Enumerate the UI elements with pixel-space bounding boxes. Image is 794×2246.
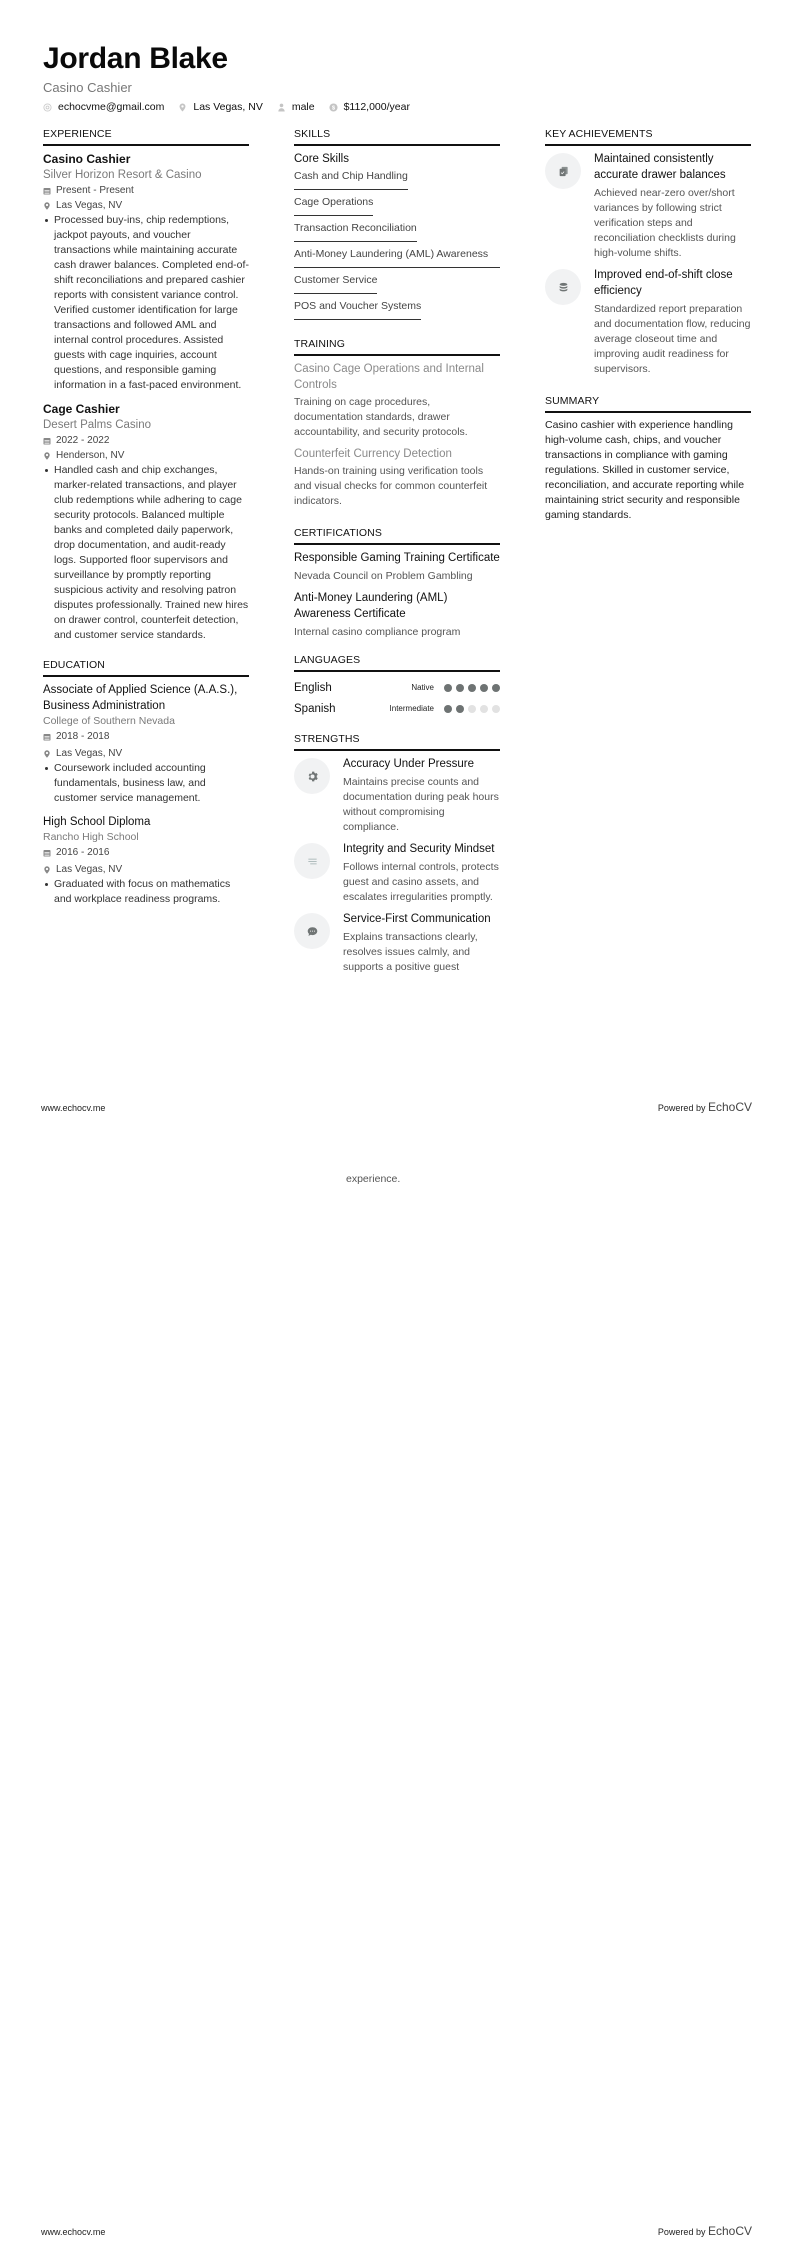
- map-pin-icon: [43, 452, 51, 460]
- candidate-name: Jordan Blake: [43, 42, 228, 75]
- page-footer: [41, 1100, 752, 1114]
- filled-dot-icon: [480, 684, 488, 692]
- degree-title: High School Diploma: [43, 816, 151, 828]
- section-heading: TRAINING: [294, 338, 500, 356]
- skill-item: POS and Voucher Systems: [294, 299, 421, 320]
- job-title: Cage Cashier: [43, 402, 120, 416]
- filled-dot-icon: [456, 705, 464, 713]
- job-bullet: Handled cash and chip exchanges, marker-related transactions, and player club redemptions while adhering to cage security protocols. Balanced multiple banks and completed daily paperwork, drop documentation, and audit-ready logs. Supported floor supervisors and surveillance by promptly reporting suspicious activity and resolving patron disputes professionally. Trained new hires on drawer control, counterfeit detection, and customer service standards.: [43, 463, 249, 643]
- achievement-description: Standardized report preparation and documentation flow, reducing average closeout time and improving audit readiness for supervisors.: [594, 303, 751, 375]
- section-heading: CERTIFICATIONS: [294, 527, 500, 545]
- map-pin-icon: [43, 866, 51, 874]
- candidate-title: Casino Cashier: [43, 80, 132, 95]
- middle-column: [294, 128, 500, 991]
- strength-item: [294, 841, 500, 905]
- language-level: Native: [411, 683, 434, 692]
- achievement-description: Achieved near-zero over/short variances by following strict verification steps and reconciliation checklists during high-volume shifts.: [594, 187, 736, 259]
- proficiency-dots: [440, 684, 500, 692]
- summary-section: [545, 395, 751, 523]
- education-dates: 2018 - 2018: [43, 729, 249, 744]
- empty-dot-icon: [492, 705, 500, 713]
- right-column: [545, 128, 751, 539]
- job-company: Silver Horizon Resort & Casino: [43, 169, 202, 181]
- job-company: Desert Palms Casino: [43, 419, 152, 431]
- filled-dot-icon: [492, 684, 500, 692]
- strength-description: Follows internal controls, protects guest and casino assets, and escalates irregularities promptly.: [343, 861, 499, 903]
- database-icon: [545, 269, 581, 305]
- education-bullets: [43, 877, 249, 907]
- job-location: Henderson, NV: [43, 448, 249, 463]
- calendar-icon: [43, 437, 51, 445]
- training-title: Counterfeit Currency Detection: [294, 448, 452, 460]
- section-heading: EDUCATION: [43, 659, 249, 677]
- footer-website-link[interactable]: www.echocv.me: [41, 1103, 106, 1113]
- section-heading: STRENGTHS: [294, 733, 500, 751]
- job-dates: Present - Present: [43, 183, 249, 198]
- filled-dot-icon: [468, 684, 476, 692]
- language-name: English: [294, 681, 332, 694]
- clipboard-check-icon: [545, 153, 581, 189]
- job-bullets: [43, 463, 249, 643]
- proficiency-dots: [440, 705, 500, 713]
- skill-group-title: Core Skills: [294, 153, 349, 165]
- contact-salary: $ $112,000/year: [329, 101, 410, 113]
- certification-title: Anti-Money Laundering (AML) Awareness Certificate: [294, 592, 448, 620]
- person-icon: [277, 103, 286, 112]
- strengths-section: [294, 733, 500, 975]
- contact-row: [43, 101, 424, 113]
- certification-issuer: Nevada Council on Problem Gambling: [294, 570, 473, 582]
- empty-dot-icon: [480, 705, 488, 713]
- education-bullet: Coursework included accounting fundamentals, business law, and customer service management.: [43, 761, 249, 806]
- experience-section: [43, 128, 249, 643]
- resume-page-2: [0, 1123, 794, 2246]
- job-entry: [43, 151, 249, 393]
- language-name: Spanish: [294, 702, 336, 715]
- education-bullet: Graduated with focus on mathematics and workplace readiness programs.: [43, 877, 249, 907]
- skill-item: Customer Service: [294, 273, 377, 294]
- contact-location: Las Vegas, NV: [178, 101, 262, 113]
- left-column: [43, 128, 249, 923]
- skill-item: Cash and Chip Handling: [294, 169, 408, 190]
- filled-dot-icon: [444, 705, 452, 713]
- training-title: Casino Cage Operations and Internal Controls: [294, 363, 484, 391]
- education-location: Las Vegas, NV: [43, 862, 249, 877]
- achievements-section: [545, 128, 751, 377]
- footer-branding: Powered by EchoCV: [657, 2224, 752, 2238]
- education-section: [43, 659, 249, 907]
- section-heading: LANGUAGES: [294, 654, 500, 672]
- section-heading: SKILLS: [294, 128, 500, 146]
- achievement-item: [545, 151, 751, 261]
- achievement-item: [545, 267, 751, 377]
- strength-description-overflow: experience.: [346, 1173, 401, 1185]
- section-heading: SUMMARY: [545, 395, 751, 413]
- training-description: Training on cage procedures, documentation standards, drawer accountability, and security protocols.: [294, 396, 468, 438]
- strength-item: [294, 756, 500, 835]
- languages-section: [294, 654, 500, 719]
- training-section: [294, 338, 500, 509]
- calendar-icon: [43, 849, 51, 857]
- job-dates: 2022 - 2022: [43, 433, 249, 448]
- education-entry: [43, 682, 249, 806]
- lines-icon: [294, 843, 330, 879]
- achievement-title: Maintained consistently accurate drawer balances: [594, 153, 726, 181]
- language-row: [294, 698, 500, 719]
- calendar-icon: [43, 187, 51, 195]
- job-bullet: Processed buy-ins, chip redemptions, jackpot payouts, and voucher transactions while maintaining accurate cash drawer balances. Completed end-of-shift reconciliations and prepared cashier reports with consistent variance control. Verified customer identification for large transactions and followed AML and internal control procedures. Assisted guests with cage inquiries, account questions, and responsible gaming information in a fast-paced environment.: [43, 213, 249, 393]
- calendar-icon: [43, 733, 51, 741]
- footer-branding: Powered by EchoCV: [657, 1100, 752, 1114]
- strength-title: Integrity and Security Mindset: [343, 843, 495, 855]
- school-name: Rancho High School: [43, 831, 139, 843]
- achievement-title: Improved end-of-shift close efficiency: [594, 269, 733, 297]
- filled-dot-icon: [444, 684, 452, 692]
- strength-title: Service-First Communication: [343, 913, 491, 925]
- skill-item: Cage Operations: [294, 195, 373, 216]
- empty-dot-icon: [468, 705, 476, 713]
- footer-website-link[interactable]: www.echocv.me: [41, 2227, 106, 2237]
- gear-icon: [294, 758, 330, 794]
- chat-bubble-icon: [294, 913, 330, 949]
- job-title: Casino Cashier: [43, 152, 131, 166]
- contact-email[interactable]: echocvme@gmail.com: [43, 101, 164, 113]
- school-name: College of Southern Nevada: [43, 715, 175, 727]
- strength-title: Accuracy Under Pressure: [343, 758, 475, 770]
- svg-text:$: $: [331, 105, 335, 112]
- certifications-section: [294, 527, 500, 640]
- at-sign-icon: [43, 103, 52, 112]
- page-footer: [41, 2224, 752, 2238]
- strength-description: Explains transactions clearly, resolves issues calmly, and supports a positive guest: [343, 931, 478, 973]
- skill-item: Transaction Reconciliation: [294, 221, 417, 242]
- map-pin-icon: [43, 202, 51, 210]
- skills-section: [294, 128, 500, 320]
- contact-gender: male: [277, 101, 315, 113]
- strength-item: [294, 911, 500, 975]
- education-dates: 2016 - 2016: [43, 845, 249, 860]
- section-heading: EXPERIENCE: [43, 128, 249, 146]
- job-location: Las Vegas, NV: [43, 198, 249, 213]
- resume-header: [43, 42, 424, 113]
- filled-dot-icon: [456, 684, 464, 692]
- degree-title: Associate of Applied Science (A.A.S.), Business Administration: [43, 684, 238, 712]
- dollar-coin-icon: [329, 103, 338, 112]
- brand-name: EchoCV: [707, 1100, 752, 1114]
- brand-name: EchoCV: [707, 2224, 752, 2238]
- certification-title: Responsible Gaming Training Certificate: [294, 552, 500, 564]
- language-level: Intermediate: [389, 704, 434, 713]
- job-entry: [43, 401, 249, 643]
- education-entry: [43, 814, 249, 907]
- language-row: [294, 677, 500, 698]
- summary-text: Casino cashier with experience handling high-volume cash, chips, and voucher transactions in compliance with gaming regulations. Skilled in customer service, reconciliation, and accurate reporting while maintaining strict security and responsible gaming standards.: [545, 419, 745, 521]
- education-location: Las Vegas, NV: [43, 746, 249, 761]
- map-pin-icon: [178, 103, 187, 112]
- certification-issuer: Internal casino compliance program: [294, 626, 461, 638]
- strength-description: Maintains precise counts and documentation during peak hours without compromising compliance.: [343, 776, 499, 833]
- education-bullets: [43, 761, 249, 806]
- skill-item: Anti-Money Laundering (AML) Awareness: [294, 247, 500, 268]
- job-bullets: [43, 213, 249, 393]
- training-description: Hands-on training using verification tools and visual checks for common counterfeit indicators.: [294, 465, 488, 507]
- map-pin-icon: [43, 750, 51, 758]
- section-heading: KEY ACHIEVEMENTS: [545, 128, 751, 146]
